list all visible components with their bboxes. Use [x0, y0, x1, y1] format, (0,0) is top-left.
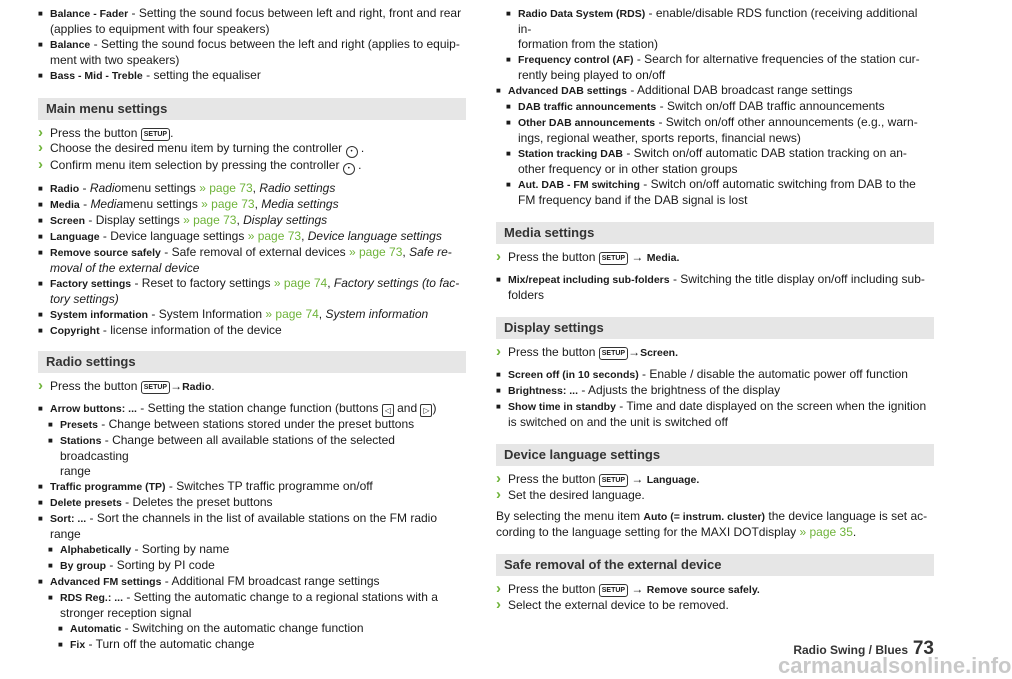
list-item: ■ Radio Data System (RDS) - enable/disable RDS function (receiving additional in-: [496, 6, 934, 37]
section-heading: Main menu settings: [38, 98, 466, 120]
arrow-icon: →: [631, 250, 644, 264]
list-item: ■ Mix/repeat including sub-folders - Switching the title display on/off including sub-: [496, 272, 934, 288]
controller-icon: •: [346, 146, 358, 158]
list-item-cont: ings, regional weather, sports reports, financial news): [518, 131, 801, 145]
step: › Set the desired language.: [496, 488, 934, 503]
section-heading: Safe removal of the external device: [496, 554, 934, 576]
setup-button-icon: SETUP: [141, 128, 170, 141]
list-item: ■ Copyright - license information of the device: [38, 323, 466, 339]
list-item-cont: stronger reception signal: [60, 606, 192, 620]
section-heading: Radio settings: [38, 351, 466, 373]
page-link[interactable]: » page 73: [349, 245, 403, 259]
step: › Press the button SETUP → Media.: [496, 250, 934, 266]
controller-icon: •: [343, 163, 355, 175]
left-column: [38, 6, 466, 653]
right-column: [496, 6, 934, 613]
list-item: ■ Media - Mediamenu settings » page 73, Media settings: [38, 197, 466, 213]
section-heading: Device language settings: [496, 444, 934, 466]
step: › Press the button SETUP →Radio.: [38, 379, 466, 395]
setup-button-icon: SETUP: [599, 347, 628, 360]
section-heading: Media settings: [496, 222, 934, 244]
list-item-cont: rently being played to on/off: [518, 68, 666, 82]
list-item: ■ Presets - Change between stations stored under the preset buttons: [38, 417, 466, 433]
list-item: ■ Bass - Mid - Treble - setting the equaliser: [38, 68, 466, 84]
arrow-icon: →: [631, 582, 644, 596]
list-item-cont: FM frequency band if the DAB signal is lost: [518, 193, 748, 207]
list-item-cont: ment with two speakers): [50, 53, 180, 67]
step: › Confirm menu item selection by pressing the controller • .: [38, 158, 466, 175]
list-item: ■ DAB traffic announcements - Switch on/off DAB traffic announcements: [496, 99, 934, 115]
list-item-cont: moval of the external device: [50, 261, 200, 275]
list-item: ■ Station tracking DAB - Switch on/off automatic DAB station tracking on an-: [496, 146, 934, 162]
list-item: ■ Language - Device language settings » page 73, Device language settings: [38, 229, 466, 245]
arrow-left-button-icon: ◁: [382, 404, 394, 417]
list-item: ■ Screen off (in 10 seconds) - Enable / disable the automatic power off function: [496, 367, 934, 383]
paragraph: cording to the language setting for the MAXI DOTdisplay » page 35.: [496, 525, 857, 539]
page-number: 73: [912, 638, 934, 659]
arrow-icon: →: [628, 345, 641, 359]
setup-button-icon: SETUP: [599, 584, 628, 597]
list-item-cont: other frequency or in other station groups: [518, 162, 738, 176]
list-item: ■ Fix - Turn off the automatic change: [38, 637, 466, 653]
paragraph: By selecting the menu item Auto (= instrum. cluster) the device language is set ac-: [496, 509, 928, 523]
list-item-cont: range: [50, 527, 81, 541]
list-item: ■ Stations - Change between all available stations of the selected broadcasting: [38, 433, 466, 464]
watermark: carmanualsonline.info: [778, 653, 1012, 678]
list-item: ■ Remove source safely - Safe removal of external devices » page 73, Safe re-: [38, 245, 466, 261]
list-item: ■ Alphabetically - Sorting by name: [38, 542, 466, 558]
list-item: ■ Advanced DAB settings - Additional DAB broadcast range settings: [496, 83, 934, 99]
list-item: ■ Aut. DAB - FM switching - Switch on/off automatic switching from DAB to the: [496, 177, 934, 193]
list-item: ■ Balance - Fader - Setting the sound focus between left and right, front and rear: [38, 6, 466, 22]
list-item: ■ RDS Reg.: ... - Setting the automatic change to a regional stations with a: [38, 590, 466, 606]
section-heading: Display settings: [496, 317, 934, 339]
step: › Select the external device to be removed.: [496, 598, 934, 613]
list-item-cont: (applies to equipment with four speakers): [50, 22, 270, 36]
setup-button-icon: SETUP: [599, 252, 628, 265]
list-item: ■ Show time in standby - Time and date displayed on the screen when the ignition: [496, 399, 934, 415]
list-item: ■ System information - System Information » page 74, System information: [38, 307, 466, 323]
arrow-icon: →: [170, 379, 183, 393]
page-link[interactable]: » page 73: [199, 181, 253, 195]
list-item: ■ Frequency control (AF) - Search for alternative frequencies of the station cur-: [496, 52, 934, 68]
list-item: ■ Arrow buttons: ... - Setting the station change function (buttons ◁ and ▷ ): [38, 401, 466, 417]
list-item: ■ Screen - Display settings » page 73, Display settings: [38, 213, 466, 229]
page-link[interactable]: » page 74: [273, 276, 328, 290]
list-item: ■ Automatic - Switching on the automatic change function: [38, 621, 466, 637]
step: › Press the button SETUP .: [38, 126, 466, 141]
step: › Press the button SETUP → Remove source safely.: [496, 582, 934, 598]
step: › Press the button SETUP → Language.: [496, 472, 934, 488]
list-item-cont: tory settings): [50, 292, 119, 306]
list-item: ■ Radio - Radiomenu settings » page 73, Radio settings: [38, 181, 466, 197]
list-item-cont: is switched on and the unit is switched off: [508, 415, 728, 429]
list-item-cont: folders: [508, 288, 545, 302]
list-item: ■ Sort: ... - Sort the channels in the list of available stations on the FM radio: [38, 511, 466, 527]
step: › Press the button SETUP →Screen.: [496, 345, 934, 361]
list-item: ■ Brightness: ... - Adjusts the brightness of the display: [496, 383, 934, 399]
list-item: ■ Traffic programme (TP) - Switches TP traffic programme on/off: [38, 479, 466, 495]
list-item-cont: formation from the station): [518, 37, 659, 51]
list-item: ■ Balance - Setting the sound focus between the left and right (applies to equip-: [38, 37, 466, 53]
page-link[interactable]: » page 73: [201, 197, 255, 211]
page-link[interactable]: » page 74: [265, 307, 319, 321]
list-item: ■ Advanced FM settings - Additional FM broadcast range settings: [38, 574, 466, 590]
page-link[interactable]: » page 35: [799, 525, 853, 539]
list-item: ■ By group - Sorting by PI code: [38, 558, 466, 574]
list-item-cont: range: [60, 464, 91, 478]
arrow-icon: →: [631, 472, 644, 486]
setup-button-icon: SETUP: [599, 474, 628, 487]
page-link[interactable]: » page 73: [247, 229, 302, 243]
step: › Choose the desired menu item by turning the controller • .: [38, 141, 466, 158]
setup-button-icon: SETUP: [141, 381, 170, 394]
list-item: ■ Factory settings - Reset to factory settings » page 74, Factory settings (to fac-: [38, 276, 466, 292]
list-item: ■ Delete presets - Deletes the preset buttons: [38, 495, 466, 511]
footer-title: Radio Swing / Blues: [793, 643, 908, 657]
arrow-right-button-icon: ▷: [420, 404, 432, 417]
list-item: ■ Other DAB announcements - Switch on/off other announcements (e.g., warn-: [496, 115, 934, 131]
page-link[interactable]: » page 73: [183, 213, 237, 227]
